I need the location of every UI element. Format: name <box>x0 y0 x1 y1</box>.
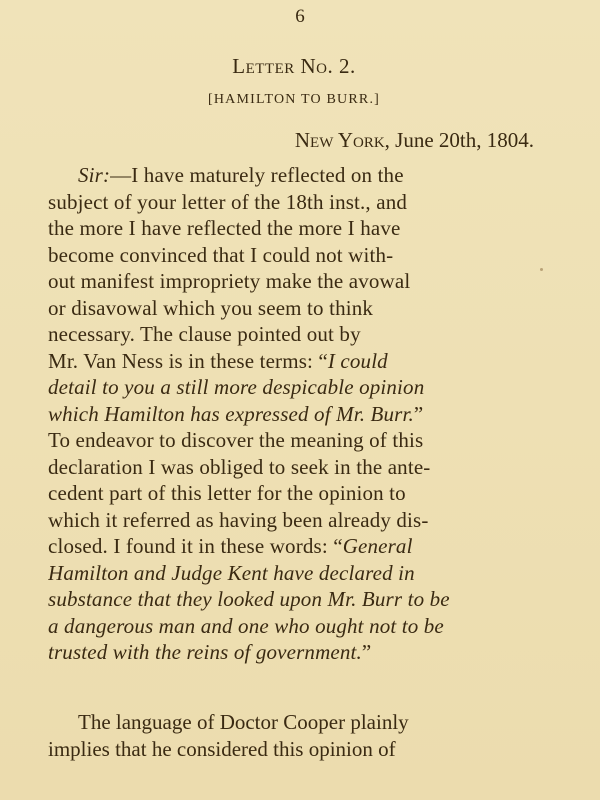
dateline <box>0 128 534 153</box>
quote-text: Hamilton and Judge Kent have declared in <box>48 560 415 585</box>
body-line <box>48 613 526 640</box>
body-line: declaration I was obliged to seek in the ante- <box>48 454 431 479</box>
salutation: Sir: <box>78 163 111 187</box>
body-line: trusted with the reins of government.” <box>48 640 372 664</box>
body-line: which Hamilton has expressed of Mr. Burr.” <box>48 401 424 426</box>
quote-text: detail to you a still more despicable opinion <box>48 375 425 399</box>
body-line: out manifest impropriety make the avowal <box>48 269 411 293</box>
letter-subtitle: [HAMILTON TO BURR.] <box>207 92 381 107</box>
body-line: the more I have reflected the more I have <box>48 216 401 240</box>
quote-text: trusted with the reins of government. <box>48 640 362 664</box>
letter-body-paragraph-1 <box>48 162 526 666</box>
body-line <box>48 560 526 587</box>
dateline-place: New York, <box>294 128 390 152</box>
page-number: 6 <box>295 6 305 27</box>
body-line: cedent part of this letter for the opinion to <box>48 481 406 505</box>
body-line <box>48 374 526 401</box>
body-line: To endeavor to discover the meaning of this <box>48 428 424 452</box>
body-line: Mr. Van Ness is in these terms: “I could <box>48 348 388 373</box>
body-line <box>48 586 526 613</box>
letter-title: Letter No. 2. <box>232 54 356 78</box>
body-line: Sir:—I have maturely reflected on the <box>78 163 404 187</box>
body-line: closed. I found it in these words: “General <box>48 534 413 558</box>
quote-text: which Hamilton has expressed of Mr. Burr. <box>48 401 414 426</box>
quote-text: substance that they looked upon Mr. Burr to be <box>48 587 450 611</box>
body-line: implies that he considered this opinion of <box>48 736 396 761</box>
body-line: which it referred as having been already dis- <box>48 507 429 532</box>
quote-text: I could <box>327 348 388 373</box>
letter-body-paragraph-2 <box>48 709 526 762</box>
body-line: become convinced that I could not with- <box>48 242 394 267</box>
quote-text: General <box>342 534 413 558</box>
body-line: or disavowal which you seem to think <box>48 295 374 320</box>
body-line: The language of Doctor Cooper plainly <box>78 710 409 734</box>
body-line: subject of your letter of the 18th inst., and <box>48 189 408 214</box>
quote-text: a dangerous man and one who ought not to be <box>48 613 444 638</box>
paper-speck <box>540 268 543 271</box>
body-line: necessary. The clause pointed out by <box>48 322 361 346</box>
dateline-date: June 20th, 1804. <box>389 128 534 152</box>
